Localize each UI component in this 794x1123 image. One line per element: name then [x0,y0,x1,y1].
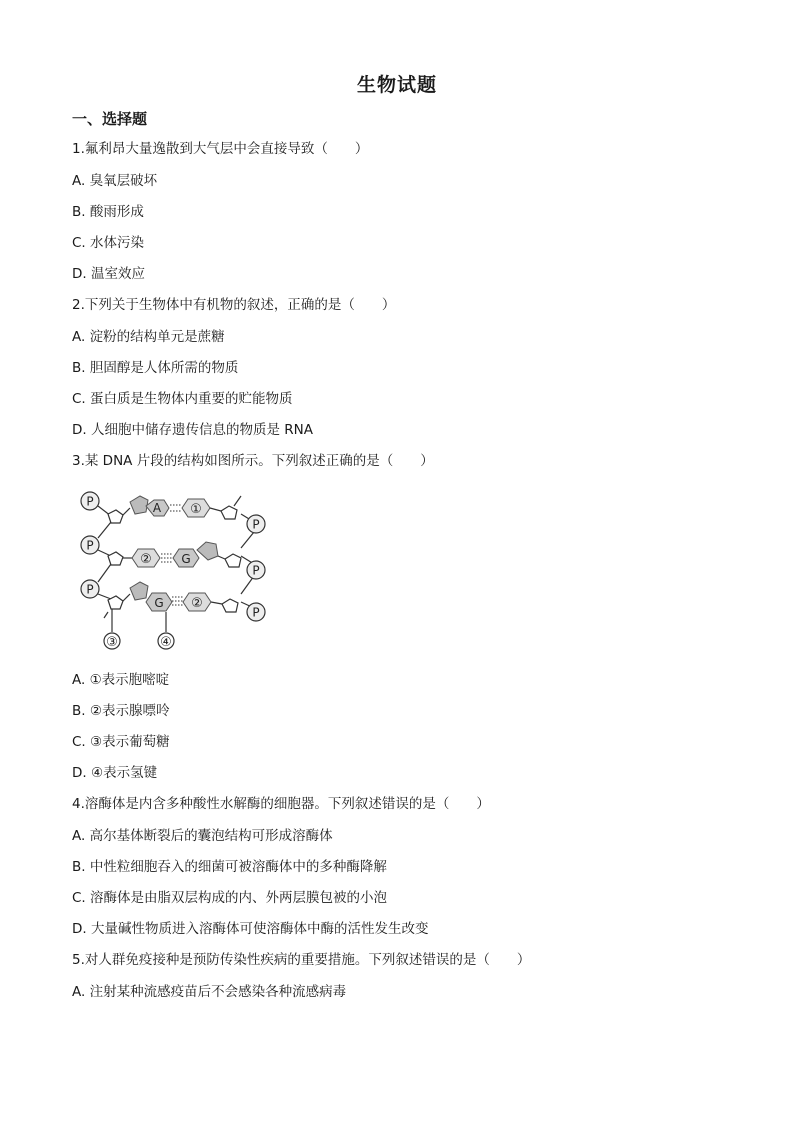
purine-ring [130,582,148,600]
row-1 [81,492,265,533]
phosphate-label: P [252,517,260,532]
sugar-pentagon [225,554,241,567]
question-3-option-d[interactable]: D. ④表示氢键 [72,765,158,781]
question-1-stem: 1.氟利昂大量逸散到大气层中会直接导致（ ） [72,141,369,157]
question-1-option-d[interactable]: D. 温室效应 [72,266,145,282]
page-title: 生物试题 [356,74,437,96]
question-4-option-a[interactable]: A. 高尔基体断裂后的囊泡结构可形成溶酶体 [72,828,333,844]
question-5-option-a[interactable]: A. 注射某种流感疫苗后不会感染各种流感病毒 [72,984,347,1000]
purine-ring [130,496,148,514]
question-3-option-a[interactable]: A. ①表示胞嘧啶 [72,672,170,688]
base-g-label: G [181,552,191,566]
sugar-pentagon [108,552,123,565]
sugar-pentagon [108,510,123,523]
row-3 [81,580,265,621]
question-1-option-c[interactable]: C. 水体污染 [72,235,145,251]
question-1-option-b[interactable]: B. 酸雨形成 [72,204,144,220]
question-4-option-b[interactable]: B. 中性粒细胞吞入的细菌可被溶酶体中的多种酶降解 [72,859,387,875]
mark-1: ① [190,502,202,517]
row-2 [81,536,265,579]
question-5-stem: 5.对人群免疫接种是预防传染性疾病的重要措施。下列叙述错误的是（ ） [72,952,531,968]
base-g-label: G [154,596,164,610]
question-4-option-d[interactable]: D. 大量碱性物质进入溶酶体可使溶酶体中酶的活性发生改变 [72,921,429,937]
question-3-stem: 3.某 DNA 片段的结构如图所示。下列叙述正确的是（ ） [72,453,434,469]
mark-2: ② [191,596,203,611]
left-backbone [98,506,112,632]
phosphate-label: P [252,563,260,578]
phosphate-label: P [86,494,94,509]
phosphate-label: P [252,605,260,620]
question-2-option-a[interactable]: A. 淀粉的结构单元是蔗糖 [72,329,225,345]
question-3-option-c[interactable]: C. ③表示葡萄糖 [72,734,170,750]
question-4-option-c[interactable]: C. 溶酶体是由脂双层构成的内、外两层膜包被的小泡 [72,890,388,906]
question-2-option-b[interactable]: B. 胆固醇是人体所需的物质 [72,360,239,376]
question-4-stem: 4.溶酶体是内含多种酸性水解酶的细胞器。下列叙述错误的是（ ） [72,796,490,812]
question-2-option-d[interactable]: D. 人细胞中储存遗传信息的物质是 RNA [72,422,313,438]
purine-ring [197,542,218,560]
right-backbone [234,496,254,608]
mark-4: ④ [160,635,172,650]
question-3-option-b[interactable]: B. ②表示腺嘌呤 [72,703,170,719]
mark-3: ③ [106,635,118,650]
sugar-pentagon [108,596,123,609]
section-heading: 一、选择题 [72,110,148,128]
sugar-pentagon [222,599,238,612]
mark-2: ② [140,552,152,567]
question-2-option-c[interactable]: C. 蛋白质是生物体内重要的贮能物质 [72,391,293,407]
dna-structure-figure [76,486,276,654]
base-a-label: A [152,501,162,515]
question-2-stem: 2.下列关于生物体中有机物的叙述，正确的是（ ） [72,297,396,313]
dna-diagram [76,486,276,654]
question-1-option-a[interactable]: A. 臭氧层破坏 [72,173,158,189]
phosphate-label: P [86,582,94,597]
phosphate-label: P [86,538,94,553]
sugar-pentagon [221,506,237,519]
